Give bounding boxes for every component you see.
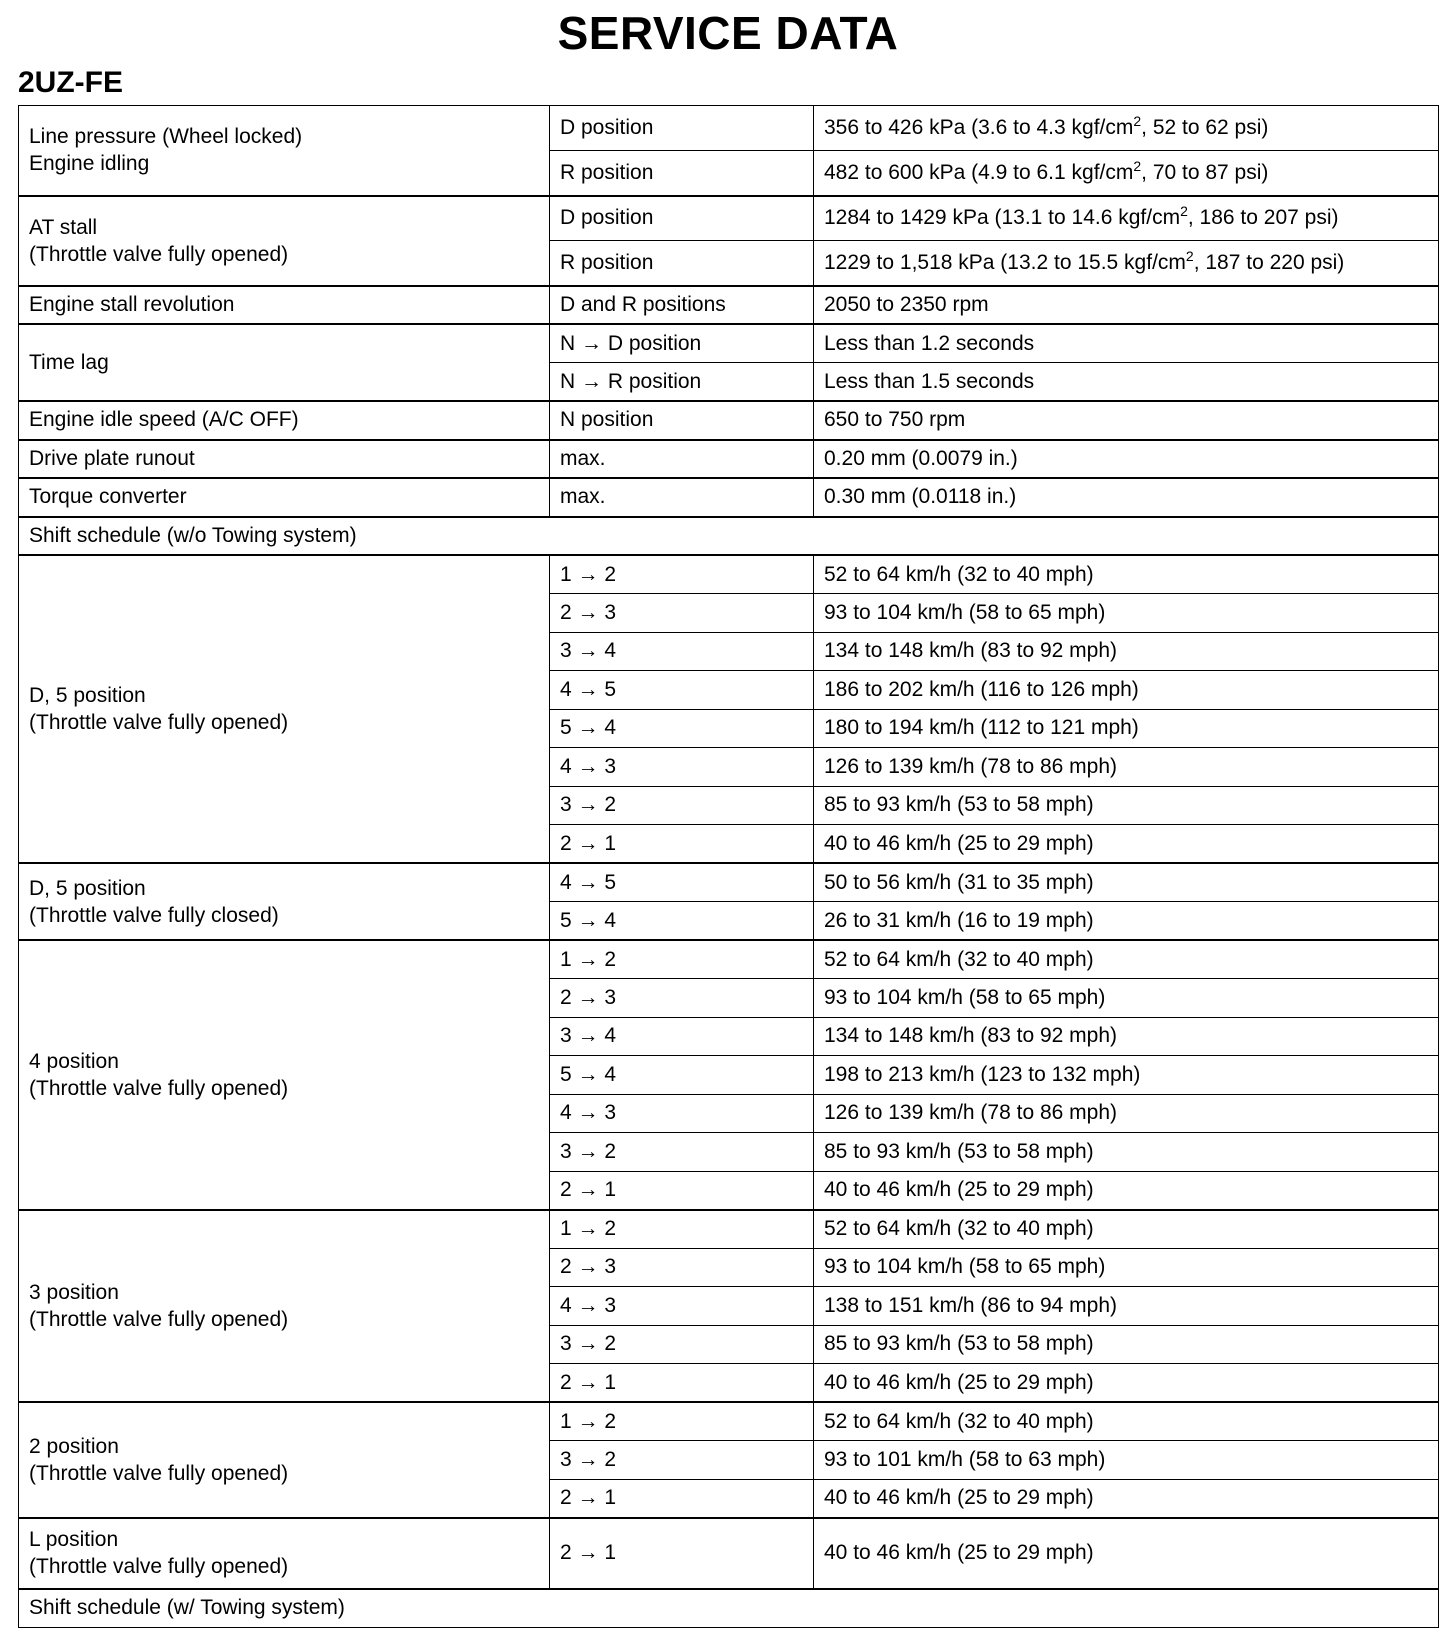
- service-data-table: [18, 105, 1439, 1628]
- shift-cell: 3 → 2: [550, 1133, 814, 1172]
- speed-cell: 93 to 104 km/h (58 to 65 mph): [814, 1248, 1439, 1287]
- value-cell: 650 to 750 rpm: [814, 401, 1439, 440]
- condition-cell: D position: [550, 106, 814, 151]
- table-row: [19, 286, 1439, 325]
- shift-cell: 1 → 2: [550, 555, 814, 594]
- speed-cell: 126 to 139 km/h (78 to 86 mph): [814, 1094, 1439, 1133]
- item-label-line-pressure: Line pressure (Wheel locked) Engine idling: [19, 106, 550, 196]
- speed-cell: 186 to 202 km/h (116 to 126 mph): [814, 671, 1439, 710]
- speed-cell: 198 to 213 km/h (123 to 132 mph): [814, 1056, 1439, 1095]
- shift-cell: 2 → 1: [550, 825, 814, 864]
- shift-cell: 2 → 1: [550, 1479, 814, 1518]
- shift-cell: 5 → 4: [550, 902, 814, 941]
- speed-cell: 93 to 101 km/h (58 to 63 mph): [814, 1441, 1439, 1480]
- speed-cell: 52 to 64 km/h (32 to 40 mph): [814, 940, 1439, 979]
- item-label-at-stall: AT stall (Throttle valve fully opened): [19, 196, 550, 286]
- table-row: [19, 478, 1439, 517]
- speed-cell: 85 to 93 km/h (53 to 58 mph): [814, 1325, 1439, 1364]
- value-cell: Less than 1.2 seconds: [814, 324, 1439, 363]
- shift-cell: 1 → 2: [550, 1210, 814, 1249]
- shift-cell: 3 → 4: [550, 1017, 814, 1056]
- condition-cell: D position: [550, 196, 814, 241]
- section-header-shift-wo-towing: Shift schedule (w/o Towing system): [19, 517, 1439, 556]
- speed-cell: 134 to 148 km/h (83 to 92 mph): [814, 1017, 1439, 1056]
- value-cell: 0.30 mm (0.0118 in.): [814, 478, 1439, 517]
- condition-cell: max.: [550, 440, 814, 479]
- shift-cell: 4 → 3: [550, 1094, 814, 1133]
- item-label-idle-speed: Engine idle speed (A/C OFF): [19, 401, 550, 440]
- shift-cell: 3 → 2: [550, 786, 814, 825]
- speed-cell: 26 to 31 km/h (16 to 19 mph): [814, 902, 1439, 941]
- item-label-torque-converter: Torque converter: [19, 478, 550, 517]
- shift-cell: 2 → 1: [550, 1171, 814, 1210]
- shift-cell: 2 → 3: [550, 1248, 814, 1287]
- speed-cell: 93 to 104 km/h (58 to 65 mph): [814, 979, 1439, 1018]
- shift-cell: 2 → 1: [550, 1518, 814, 1589]
- table-row: [19, 1210, 1439, 1249]
- value-cell: 2050 to 2350 rpm: [814, 286, 1439, 325]
- value-cell: 1284 to 1429 kPa (13.1 to 14.6 kgf/$cm^2$, 186 to 207 psi): [814, 196, 1439, 241]
- table-row: [19, 196, 1439, 241]
- table-row: [19, 863, 1439, 902]
- section-header-shift-w-towing: Shift schedule (w/ Towing system): [19, 1589, 1439, 1628]
- shift-cell: 3 → 2: [550, 1441, 814, 1480]
- speed-cell: 40 to 46 km/h (25 to 29 mph): [814, 825, 1439, 864]
- group-label-d5-open: D, 5 position (Throttle valve fully opened): [19, 555, 550, 863]
- table-row: [19, 555, 1439, 594]
- table-row: [19, 1518, 1439, 1589]
- speed-cell: 52 to 64 km/h (32 to 40 mph): [814, 1402, 1439, 1441]
- group-label-p2-open: 2 position (Throttle valve fully opened): [19, 1402, 550, 1518]
- table-row: [19, 401, 1439, 440]
- shift-cell: 2 → 1: [550, 1364, 814, 1403]
- group-label-p3-open: 3 position (Throttle valve fully opened): [19, 1210, 550, 1403]
- speed-cell: 40 to 46 km/h (25 to 29 mph): [814, 1364, 1439, 1403]
- section-header-row: [19, 517, 1439, 556]
- item-label-engine-stall: Engine stall revolution: [19, 286, 550, 325]
- shift-cell: 3 → 2: [550, 1325, 814, 1364]
- speed-cell: 40 to 46 km/h (25 to 29 mph): [814, 1171, 1439, 1210]
- shift-cell: 4 → 3: [550, 1287, 814, 1326]
- speed-cell: 40 to 46 km/h (25 to 29 mph): [814, 1518, 1439, 1589]
- speed-cell: 85 to 93 km/h (53 to 58 mph): [814, 786, 1439, 825]
- item-label-drive-plate: Drive plate runout: [19, 440, 550, 479]
- shift-cell: 1 → 2: [550, 1402, 814, 1441]
- table-row: [19, 106, 1439, 151]
- table-row: [19, 440, 1439, 479]
- speed-cell: 134 to 148 km/h (83 to 92 mph): [814, 632, 1439, 671]
- speed-cell: 138 to 151 km/h (86 to 94 mph): [814, 1287, 1439, 1326]
- condition-cell: R position: [550, 151, 814, 196]
- speed-cell: 85 to 93 km/h (53 to 58 mph): [814, 1133, 1439, 1172]
- table-row: [19, 940, 1439, 979]
- condition-cell: N → D position: [550, 324, 814, 363]
- table-row: [19, 1402, 1439, 1441]
- item-label-time-lag: Time lag: [19, 324, 550, 401]
- condition-cell: D and R positions: [550, 286, 814, 325]
- value-cell: Less than 1.5 seconds: [814, 363, 1439, 402]
- condition-cell: N → R position: [550, 363, 814, 402]
- value-cell: 482 to 600 kPa (4.9 to 6.1 kgf/$cm^2$, 70 to 87 psi): [814, 151, 1439, 196]
- speed-cell: 50 to 56 km/h (31 to 35 mph): [814, 863, 1439, 902]
- speed-cell: 180 to 194 km/h (112 to 121 mph): [814, 709, 1439, 748]
- shift-cell: 5 → 4: [550, 1056, 814, 1095]
- group-label-l-open: L position (Throttle valve fully opened): [19, 1518, 550, 1589]
- table-row: [19, 324, 1439, 363]
- shift-cell: 4 → 5: [550, 671, 814, 710]
- speed-cell: 52 to 64 km/h (32 to 40 mph): [814, 1210, 1439, 1249]
- shift-cell: 3 → 4: [550, 632, 814, 671]
- value-cell: 1229 to 1,518 kPa (13.2 to 15.5 kgf/$cm^2$, 187 to 220 psi): [814, 241, 1439, 286]
- shift-cell: 4 → 5: [550, 863, 814, 902]
- speed-cell: 40 to 46 km/h (25 to 29 mph): [814, 1479, 1439, 1518]
- page-title: SERVICE DATA: [557, 7, 899, 59]
- value-cell: 356 to 426 kPa (3.6 to 4.3 kgf/$cm^2$, 52 to 62 psi): [814, 106, 1439, 151]
- group-label-d5-closed: D, 5 position (Throttle valve fully closed): [19, 863, 550, 940]
- value-cell: 0.20 mm (0.0079 in.): [814, 440, 1439, 479]
- speed-cell: 93 to 104 km/h (58 to 65 mph): [814, 594, 1439, 633]
- engine-model-heading: 2UZ-FE: [18, 66, 123, 99]
- shift-cell: 1 → 2: [550, 940, 814, 979]
- condition-cell: R position: [550, 241, 814, 286]
- shift-cell: 5 → 4: [550, 709, 814, 748]
- speed-cell: 126 to 139 km/h (78 to 86 mph): [814, 748, 1439, 787]
- section-header-row: [19, 1589, 1439, 1628]
- group-label-p4-open: 4 position (Throttle valve fully opened): [19, 940, 550, 1210]
- shift-cell: 4 → 3: [550, 748, 814, 787]
- speed-cell: 52 to 64 km/h (32 to 40 mph): [814, 555, 1439, 594]
- shift-cell: 2 → 3: [550, 594, 814, 633]
- shift-cell: 2 → 3: [550, 979, 814, 1018]
- condition-cell: N position: [550, 401, 814, 440]
- condition-cell: max.: [550, 478, 814, 517]
